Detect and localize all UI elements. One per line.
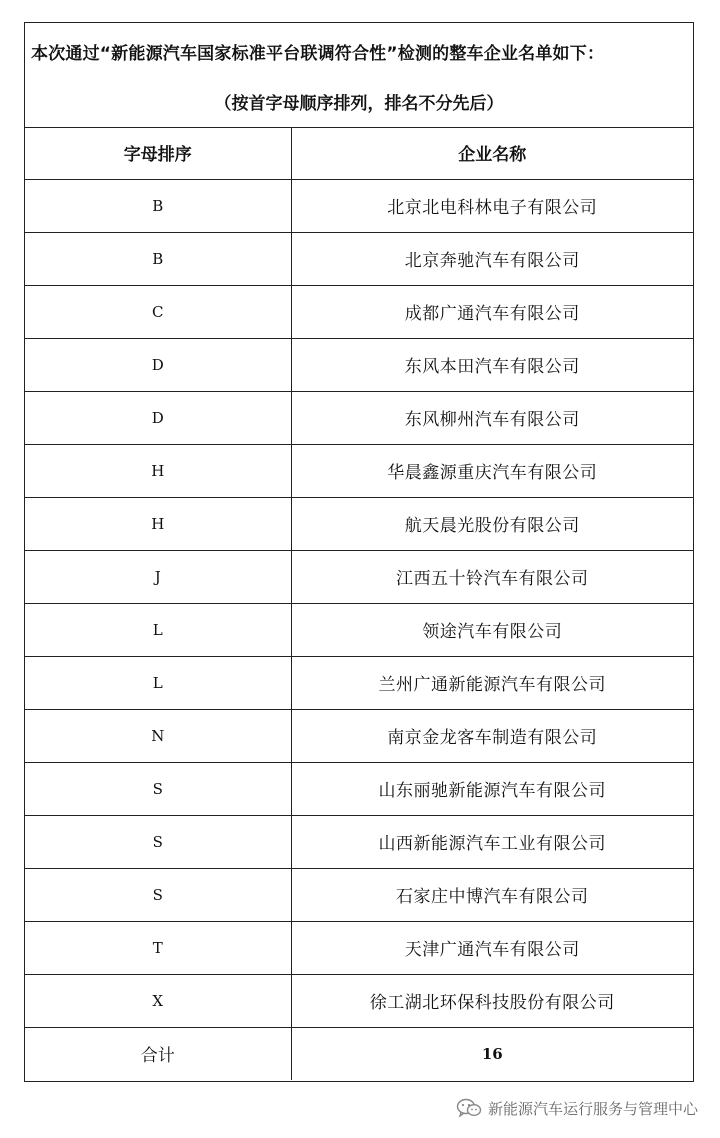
table-row — [25, 444, 693, 497]
table-row — [25, 762, 693, 815]
company-name-cell: 航天晨光股份有限公司 — [291, 497, 693, 550]
caption-title: 本次通过“新能源汽车国家标准平台联调符合性”检测的整车企业名单如下： — [31, 44, 605, 64]
wechat-icon — [456, 1098, 482, 1118]
table-row — [25, 391, 693, 444]
letter-cell: B — [25, 232, 291, 285]
table-row — [25, 974, 693, 1027]
company-name-cell: 江西五十铃汽车有限公司 — [291, 550, 693, 603]
table-row — [25, 709, 693, 762]
total-row — [25, 1027, 693, 1080]
company-name-cell: 北京奔驰汽车有限公司 — [291, 232, 693, 285]
table-row — [25, 285, 693, 338]
company-list-sheet — [24, 22, 694, 1082]
letter-cell: S — [25, 762, 291, 815]
letter-cell: T — [25, 921, 291, 974]
letter-cell: N — [25, 709, 291, 762]
table-row — [25, 497, 693, 550]
letter-cell: D — [25, 391, 291, 444]
table-row — [25, 868, 693, 921]
caption-subtitle: （按首字母顺序排列，排名不分先后） — [214, 94, 504, 114]
header-letter: 字母排序 — [25, 127, 291, 179]
watermark — [456, 1097, 698, 1119]
letter-cell: D — [25, 338, 291, 391]
company-name-cell: 北京北电科林电子有限公司 — [291, 179, 693, 232]
letter-cell: C — [25, 285, 291, 338]
table-row — [25, 232, 693, 285]
table-row — [25, 921, 693, 974]
letter-cell: S — [25, 815, 291, 868]
company-name-cell: 南京金龙客车制造有限公司 — [291, 709, 693, 762]
company-name-cell: 山西新能源汽车工业有限公司 — [291, 815, 693, 868]
total-value: 16 — [291, 1027, 693, 1080]
company-name-cell: 石家庄中博汽车有限公司 — [291, 868, 693, 921]
company-name-cell: 东风柳州汽车有限公司 — [291, 391, 693, 444]
company-name-cell: 兰州广通新能源汽车有限公司 — [291, 656, 693, 709]
company-name-cell: 华晨鑫源重庆汽车有限公司 — [291, 444, 693, 497]
letter-cell: S — [25, 868, 291, 921]
table-row — [25, 550, 693, 603]
letter-cell: L — [25, 603, 291, 656]
watermark-text: 新能源汽车运行服务与管理中心 — [487, 1099, 698, 1118]
caption — [25, 23, 693, 128]
table-row — [25, 815, 693, 868]
letter-cell: L — [25, 656, 291, 709]
header-company: 企业名称 — [291, 127, 693, 179]
total-label: 合计 — [25, 1027, 291, 1080]
letter-cell: H — [25, 497, 291, 550]
letter-cell: B — [25, 179, 291, 232]
letter-cell: X — [25, 974, 291, 1027]
company-name-cell: 徐工湖北环保科技股份有限公司 — [291, 974, 693, 1027]
table-header-row — [25, 127, 693, 179]
company-name-cell: 领途汽车有限公司 — [291, 603, 693, 656]
company-name-cell: 天津广通汽车有限公司 — [291, 921, 693, 974]
table-row — [25, 656, 693, 709]
table-row — [25, 179, 693, 232]
letter-cell: J — [25, 550, 291, 603]
table-row — [25, 338, 693, 391]
company-table — [25, 127, 693, 1080]
table-row — [25, 603, 693, 656]
letter-cell: H — [25, 444, 291, 497]
company-name-cell: 成都广通汽车有限公司 — [291, 285, 693, 338]
company-name-cell: 山东丽驰新能源汽车有限公司 — [291, 762, 693, 815]
company-name-cell: 东风本田汽车有限公司 — [291, 338, 693, 391]
